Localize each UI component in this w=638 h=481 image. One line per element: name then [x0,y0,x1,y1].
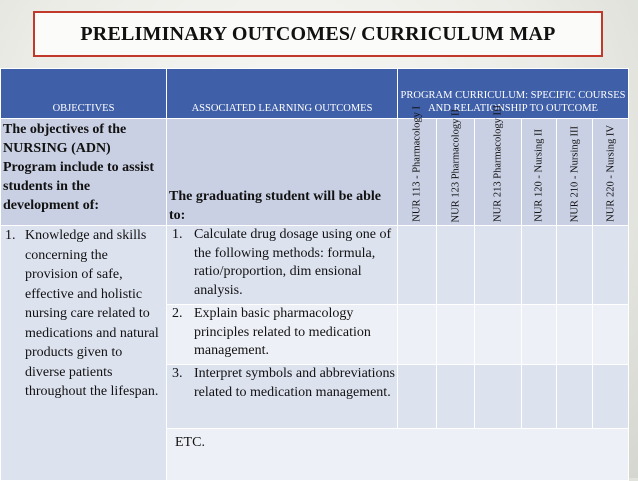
mapping-cell[interactable] [557,305,593,365]
mapping-cell[interactable] [398,305,437,365]
outcome-text: Calculate drug dosage using one of the following methods: formula, ratio/proportion, dim ensional analysis. [194,227,392,298]
outcome-row [167,365,398,429]
outcome-text: Explain basic pharmacology principles related to medication management. [194,306,371,358]
mapping-cell[interactable] [557,365,593,429]
outcome-row [167,226,398,305]
outcome-text: Interpret symbols and abbreviations related to medication management. [194,366,396,400]
program-curriculum-header: PROGRAM CURRICULUM: SPECIFIC COURSES AND RELATIONSHIP TO OUTCOME [398,69,629,119]
objective-number: 1. [5,228,16,243]
title-box [33,11,603,57]
course-header-nur120: NUR 120 - Nursing II [522,119,557,226]
mapping-cell[interactable] [593,365,629,429]
objective-cell [1,226,167,481]
outcome-number: 1. [172,227,183,242]
course-header-nur123: NUR 123 Pharmacology II [437,119,475,226]
learning-outcomes-header: ASSOCIATED LEARNING OUTCOMES [167,69,398,119]
objective-text: Knowledge and skills concerning the provision of safe, effective and holistic nursing care related to medications and natural products given to diverse patients throughout the lifespan. [25,228,159,399]
mapping-cell[interactable] [522,305,557,365]
mapping-cell[interactable] [437,365,475,429]
mapping-cell[interactable] [475,305,522,365]
mapping-cell[interactable] [522,365,557,429]
mapping-cell[interactable] [437,305,475,365]
outcomes-intro: The graduating student will be able to: [167,119,398,226]
mapping-cell[interactable] [593,226,629,305]
course-header-nur213: NUR 213 Pharmacology III [475,119,522,226]
mapping-cell[interactable] [522,226,557,305]
mapping-cell[interactable] [398,365,437,429]
outcome-row [167,305,398,365]
curriculum-map-table [0,68,629,481]
objectives-header: OBJECTIVES [1,69,167,119]
course-header-nur113: NUR 113 - Pharmacology I [398,119,437,226]
outcome-number: 2. [172,306,183,321]
objectives-intro: The objectives of the NURSING (ADN) Program include to assist students in the development of: [1,119,167,226]
mapping-cell[interactable] [593,305,629,365]
course-header-nur220: NUR 220 - Nursing IV [593,119,629,226]
outcome-number: 3. [172,366,183,381]
mapping-cell[interactable] [398,226,437,305]
mapping-cell[interactable] [475,226,522,305]
mapping-cell[interactable] [437,226,475,305]
mapping-cell[interactable] [475,365,522,429]
page-title: PRELIMINARY OUTCOMES/ CURRICULUM MAP [80,22,556,45]
course-header-nur210: NUR 210 - Nursing III [557,119,593,226]
etc-cell: ETC. [167,429,629,481]
mapping-cell[interactable] [557,226,593,305]
